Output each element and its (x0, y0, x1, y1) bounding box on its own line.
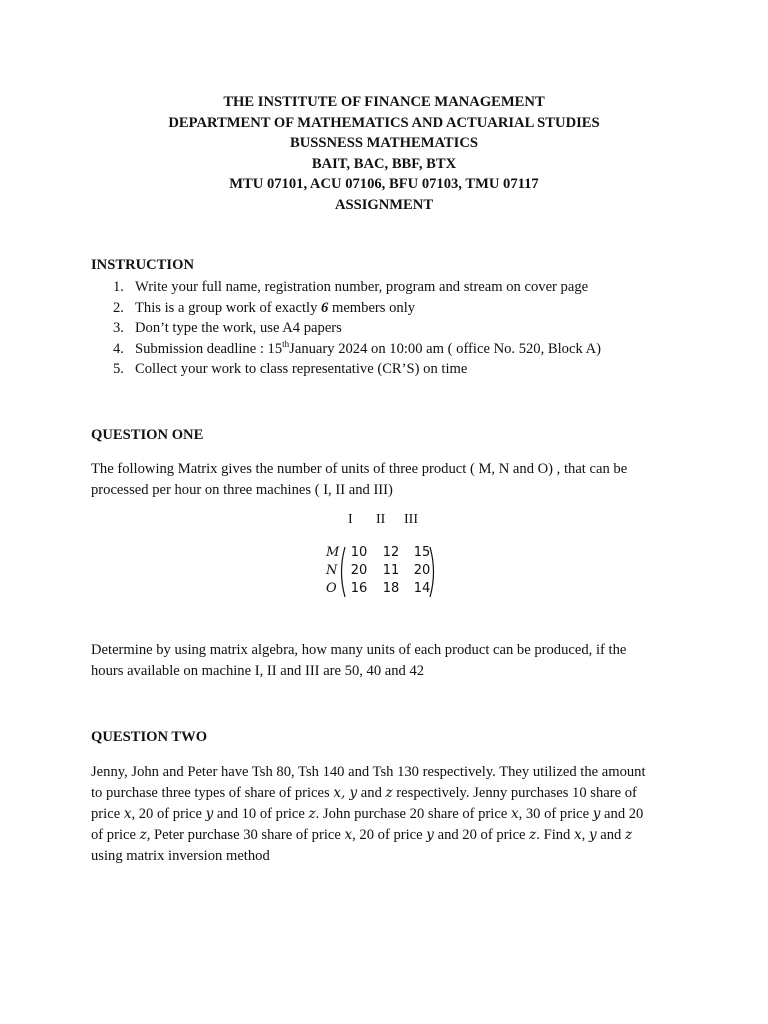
question-one-heading: QUESTION ONE (91, 427, 204, 443)
math-variable: z (624, 827, 633, 843)
text-run: and (596, 827, 625, 843)
document-header (0, 92, 768, 216)
course-codes: MTU 07101, ACU 07106, BFU 07103, TMU 07117 (229, 176, 539, 193)
task-line: Determine by using matrix algebra, how many units of each product can be produced, if the (91, 642, 627, 658)
matrix-cell: 20 (413, 563, 431, 578)
row-label: M (326, 545, 340, 560)
matrix-cell: 15 (413, 545, 431, 560)
text-run: , 20 of price (352, 827, 427, 843)
ordinal-suffix: th (282, 338, 290, 349)
question-two-heading: QUESTION TWO (91, 729, 208, 745)
text-run: , (581, 827, 589, 843)
document-title: ASSIGNMENT (334, 196, 434, 213)
left-bracket (337, 546, 347, 598)
question-one-intro (91, 459, 691, 501)
column-header: II (376, 512, 386, 527)
instruction-heading: INSTRUCTION (91, 257, 194, 273)
item-number: 1. (113, 279, 124, 295)
math-variable: y (205, 806, 214, 822)
text-run: , Peter purchase 30 share of price (146, 827, 345, 843)
instruction-item (113, 318, 601, 339)
math-variable: x (123, 806, 132, 822)
row-label: O (326, 581, 337, 596)
institution-name: THE INSTITUTE OF FINANCE MANAGEMENT (223, 94, 545, 110)
text-run: and 20 of price (433, 827, 530, 843)
question-one-task (91, 640, 691, 682)
text-run: and (357, 785, 386, 801)
question-two-line (91, 827, 632, 843)
text-run: and 10 of price (213, 806, 309, 822)
question-two-line: using matrix inversion method (91, 848, 270, 864)
column-header: III (404, 512, 418, 527)
text-run: , 20 of price (131, 806, 206, 822)
item-number: 2. (113, 299, 124, 316)
question-two-line: Jenny, John and Peter have Tsh 80, Tsh 140 and Tsh 130 respectively. They utilized the amount (91, 764, 646, 780)
item-text: Don’t type the work, use A4 papers (135, 320, 342, 337)
text-run: . John purchase 20 share of price (315, 806, 511, 822)
math-variable: y (426, 827, 434, 843)
matrix-cell: 14 (413, 581, 431, 596)
item-number: 5. (113, 361, 124, 378)
math-variable: z (308, 806, 316, 822)
member-count: 6 (321, 299, 329, 316)
matrix-cell: 10 (350, 545, 368, 560)
intro-line: processed per hour on three machines ( I, II and III) (91, 482, 393, 498)
department-name: DEPARTMENT OF MATHEMATICS AND ACTUARIAL STUDIES (168, 114, 600, 131)
item-text: Collect your work to class representative (CR’S) on time (135, 361, 468, 378)
item-text: Write your full name, registration number, program and stream on cover page (135, 279, 589, 295)
item-number: 3. (113, 320, 124, 337)
text-run: of price (91, 827, 140, 843)
text-run: and 20 (600, 806, 644, 822)
instruction-item (113, 359, 601, 380)
question-two-line (91, 785, 637, 801)
programs: BAIT, BAC, BBF, BTX (311, 155, 457, 172)
text-run: price (91, 806, 124, 822)
item-text: members only (328, 299, 416, 316)
task-line: hours available on machine I, II and III are 50, 40 and 42 (91, 663, 425, 679)
math-variable: x (574, 827, 582, 843)
item-number: 4. (113, 340, 124, 357)
item-text: January 2024 on 10:00 am ( office No. 520, Block A) (289, 340, 601, 357)
math-variable: y (588, 827, 597, 843)
text-run: respectively. Jenny purchases 10 share of (392, 785, 637, 801)
question-two-text (91, 762, 701, 867)
matrix-cell: 18 (382, 581, 400, 596)
text-run: , 30 of price (518, 806, 593, 822)
course-name: BUSSNESS MATHEMATICS (289, 135, 478, 152)
instruction-list (113, 277, 601, 380)
math-variable: x (344, 827, 353, 843)
math-variable: z (139, 827, 147, 843)
text-run: to purchase three types of share of prices (91, 785, 334, 801)
matrix-cell: 20 (350, 563, 368, 578)
matrix-cell: 11 (382, 563, 400, 578)
row-label: N (326, 563, 338, 578)
item-text: This is a group work of exactly (135, 299, 322, 316)
instruction-item (113, 339, 601, 360)
instruction-item (113, 277, 601, 298)
text-run: . Find (536, 827, 575, 843)
math-variable: z (385, 785, 393, 801)
question-two-line (91, 806, 643, 822)
intro-line: The following Matrix gives the number of units of three product ( M, N and O) , that can be (91, 461, 628, 477)
column-header: I (348, 512, 353, 527)
math-variable: z (529, 827, 537, 843)
matrix-cell: 16 (350, 581, 368, 596)
math-variable: y (592, 806, 601, 822)
math-variable: x, y (333, 785, 358, 801)
item-text: Submission deadline : 15 (135, 340, 283, 357)
matrix-cell: 12 (382, 545, 400, 560)
instruction-item (113, 298, 601, 319)
production-matrix (322, 512, 452, 600)
math-variable: x (510, 806, 519, 822)
